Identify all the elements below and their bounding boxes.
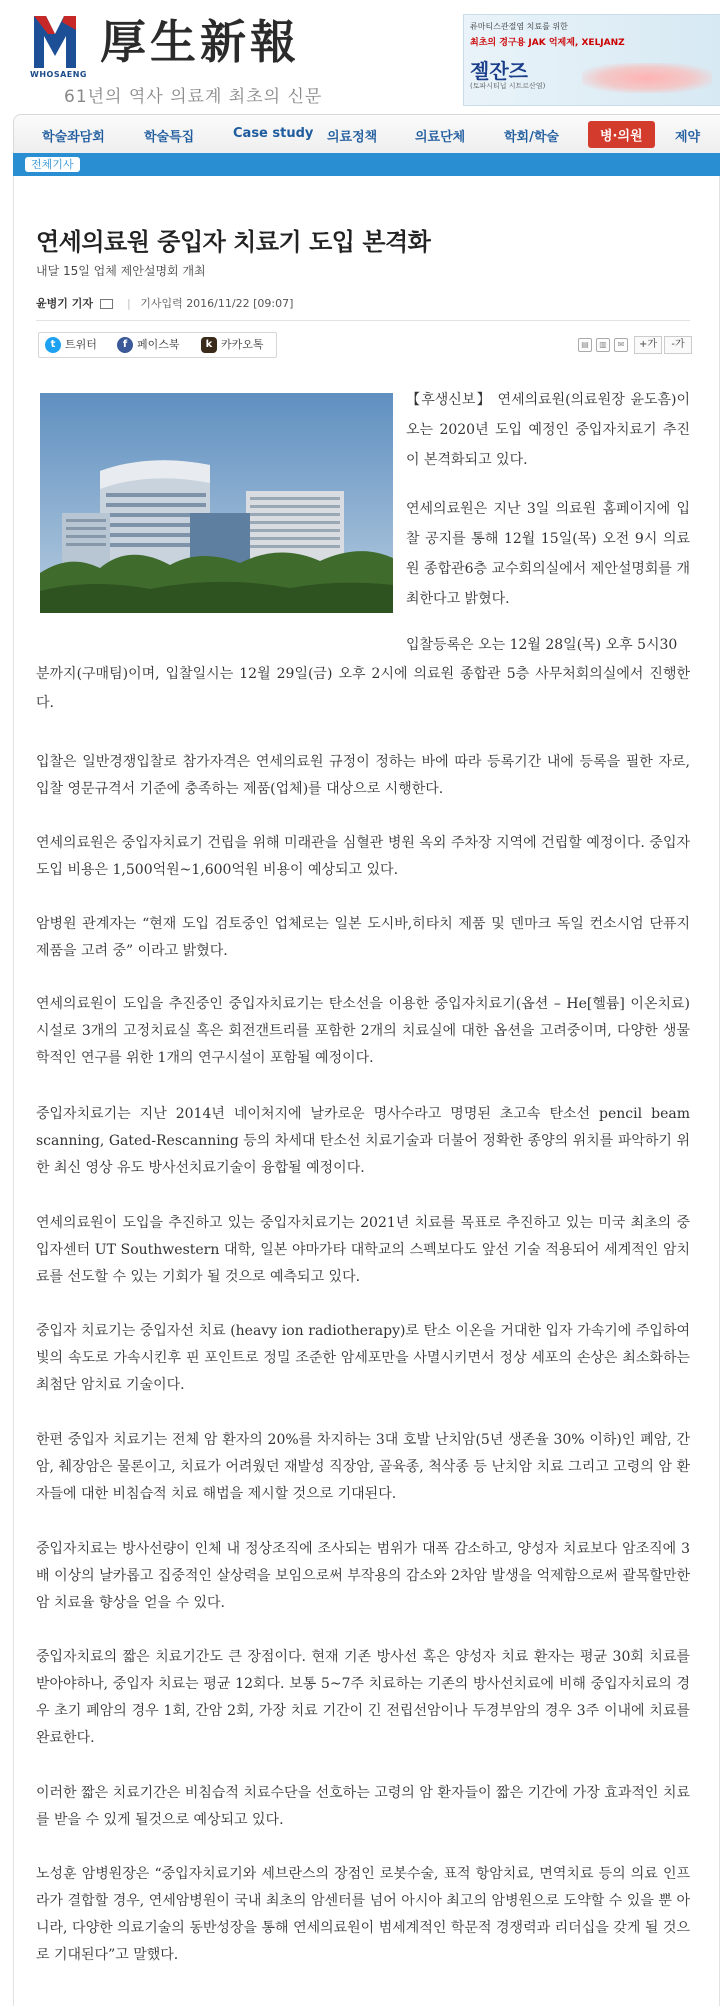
- article-photo: [40, 393, 393, 613]
- nav-item-hospital[interactable]: 병·의원: [588, 121, 655, 148]
- newspaper-logo-icon[interactable]: [32, 12, 78, 72]
- article-paragraph-14: 이러한 짧은 치료기간은 비침습적 치료수단을 선호하는 고령의 암 환자들이 짧은 기간에 가장 효과적인 치료를 받을 수 있게 될것으로 예상되고 있다.: [36, 1785, 690, 1828]
- logo-english-name: WHOSAENG: [30, 70, 87, 79]
- byline: [36, 295, 293, 311]
- font-decrease-button[interactable]: -가: [664, 336, 692, 354]
- article-paragraph-8: 중입자치료기는 지난 2014년 네이처지에 날카로운 명사수라고 명명된 초고속 탄소선 pencil beam scanning, Gated-Rescanning 등의 차세대 탄소선 치료기술과 더불어 정확한 종양의 위치를 파악하기 위한 최신 영상 유도 방사선치료기술이 융합될 예정이다.: [36, 1106, 690, 1176]
- article-paragraph-11: 한편 중입자 치료기는 전체 암 환자의 20%를 차지하는 3대 호발 난치암(5년 생존율 30% 이하)인 폐암, 간암, 췌장암은 물론이고, 치료가 어려웠던 재발성 직장암, 골육종, 척삭종 등 난치암 치료 그리고 고령의 암 환자들에 대한 비침습적 치료 해법을 제시할 것으로 기대된다.: [36, 1432, 690, 1502]
- nav-item-special[interactable]: 학술특집: [144, 130, 195, 145]
- nav-item-pharma[interactable]: 제약: [675, 130, 701, 145]
- nav-item-academic[interactable]: 학회/학술: [504, 130, 559, 145]
- twitter-icon: t: [45, 337, 61, 353]
- article-subheadline: 내달 15일 업체 제안설명회 개최: [36, 264, 206, 278]
- share-kakao-label: 카카오톡: [221, 338, 264, 351]
- article-paragraph-1: 【후생신보】 연세의료원(의료원장 윤도흠)이 오는 2020년 도입 예정인 중입자치료기 추진이 본격화되고 있다.: [406, 392, 690, 468]
- article-date: 기사입력 2016/11/22 [09:07]: [140, 297, 294, 310]
- article-paragraph-3-end: 분까지(구매팀)이며, 입찰일시는 12월 29일(금) 오후 2시에 의료원 종합관 5층 사무처회의실에서 진행한다.: [36, 666, 690, 711]
- article-paragraph-13: 중입자치료의 짧은 치료기간도 큰 장점이다. 현재 기존 방사선 혹은 양성자 치료 환자는 평균 30회 치료를 받아야하나, 중입자 치료는 평균 12회다. 보통 5~7주 치료하는 기존의 방사선치료에 비해 중입자치료의 경우 초기 폐암의 경우 1회, 간암 2회, 가장 치료 기간이 긴 전립선암이나 두경부암의 경우 3주 이내에 치료를 완료한다.: [36, 1649, 690, 1746]
- nav-item-case-study[interactable]: Case study: [233, 126, 314, 141]
- banner-ad[interactable]: [463, 14, 720, 106]
- facebook-icon: f: [117, 337, 133, 353]
- nav-item-organizations[interactable]: 의료단체: [415, 130, 466, 145]
- share-bar: [38, 332, 277, 358]
- save-icon[interactable]: ▥: [596, 338, 610, 352]
- article-paragraph-3-start: 입찰등록은 오는 12월 28일(목) 오후 5시30: [406, 637, 678, 653]
- mail-icon[interactable]: [100, 299, 113, 309]
- ad-line2: 최초의 경구용 JAK 억제제, XELJANZ: [470, 38, 625, 48]
- share-twitter-label: 트위터: [65, 338, 97, 351]
- email-icon[interactable]: ✉: [614, 338, 628, 352]
- newspaper-tagline: 61년의 역사 의료계 최초의 신문: [64, 87, 323, 107]
- kakao-icon: k: [201, 337, 217, 353]
- nav-item-symposium[interactable]: 학술좌담회: [42, 130, 105, 145]
- reporter-name[interactable]: 윤병기 기자: [36, 297, 93, 310]
- ad-graphic: [582, 63, 712, 93]
- article-paragraph-9: 연세의료원이 도입을 추진하고 있는 중입자치료기는 2021년 치료를 목표로 추진하고 있는 미국 최초의 중입자센터 UT Southwestern 대학, 일본 야마가타 대학교의 스펙보다도 앞선 기술 적용되어 세계적인 암치료를 선도할 수 있는 기회가 될 것으로 예측되고 있다.: [36, 1215, 690, 1285]
- ad-subtitle: (토파시티닙 시트르산염): [470, 82, 546, 90]
- divider: [36, 320, 690, 321]
- article-paragraph-5: 연세의료원은 중입자치료기 건립을 위해 미래관을 심혈관 병원 옥외 주차장 지역에 건립할 예정이다. 중입자 도입 비용은 1,500억원~1,600억원 비용이 예상되고 있다.: [36, 835, 690, 878]
- article-paragraph-2: 연세의료원은 지난 3일 의료원 홈페이지에 입찰 공지를 통해 12월 15일(목) 오전 9시 의료원 종합관6층 교수회의실에서 제안설명회를 개최한다고 밝혔다.: [406, 501, 690, 607]
- article-paragraph-12: 중입자치료는 방사선량이 인체 내 정상조직에 조사되는 범위가 대폭 감소하고, 양성자 치료보다 암조직에 3배 이상의 날카롭고 집중적인 살상력을 보임으로써 부작용의 감소와 2차암 발생을 억제함으로써 괄목할만한 암 치료율 향상을 얻을 수 있다.: [36, 1541, 690, 1611]
- nav-item-policy[interactable]: 의료정책: [327, 130, 378, 145]
- article-headline: 연세의료원 중입자 치료기 도입 본격화: [36, 228, 431, 256]
- hospital-building-image: [40, 393, 393, 613]
- byline-separator: |: [126, 297, 131, 310]
- share-twitter-button[interactable]: [45, 336, 97, 353]
- article-paragraph-7: 연세의료원이 도입을 추진중인 중입자치료기는 탄소선을 이용한 중입자치료기(옵션 – He[헬륨] 이온치료)시설로 3개의 고정치료실 혹은 회전갠트리를 포함한 2개의 치료실에 대한 옵션을 고려중이며, 다양한 생물학적인 연구를 위한 1개의 연구시설이 포함될 예정이다.: [36, 996, 690, 1066]
- ad-brand: 젤잔즈: [470, 59, 528, 83]
- all-articles-tag[interactable]: 전체기사: [25, 157, 80, 172]
- main-nav: [13, 114, 720, 154]
- article-paragraph-15: 노성훈 암병원장은 “중입자치료기와 세브란스의 장점인 로봇수술, 표적 항암치료, 면역치료 등의 의료 인프라가 결합할 경우, 연세암병원이 국내 최초의 암센터를 넘어 아시아 최고의 암병원으로 도약할 수 있을 뿐 아니라, 다양한 의료기술의 동반성장을 통해 연세의료원이 범세계적인 학문적 경쟁력과 리더십을 갖게 될 것으로 기대된다”고 말했다.: [36, 1866, 690, 1963]
- site-header: [0, 0, 720, 110]
- print-icon[interactable]: ▤: [578, 338, 592, 352]
- newspaper-title[interactable]: 厚生新報: [100, 15, 300, 69]
- article-paragraph-4: 입찰은 일반경쟁입찰로 참가자격은 연세의료원 규정이 정하는 바에 따라 등록기간 내에 등록을 필한 자로, 입찰 영문규격서 기준에 충족하는 제품(업체)를 대상으로 시행한다.: [36, 754, 690, 797]
- share-facebook-label: 페이스북: [137, 338, 180, 351]
- share-facebook-button[interactable]: [117, 336, 180, 353]
- ad-line1: 류마티스관절염 치료를 위한: [470, 22, 568, 31]
- article-paragraph-6: 암병원 관계자는 “현재 도입 검토중인 업체로는 일본 도시바,히타치 제품 및 덴마크 독일 컨소시엄 단퓨지 제품을 고려 중” 이라고 밝혔다.: [36, 916, 690, 959]
- article-paragraph-10: 중입자 치료기는 중입자선 치료 (heavy ion radiotherapy)로 탄소 이온을 거대한 입자 가속기에 주입하여 빛의 속도로 가속시킨후 핀 포인트로 정밀 조준한 암세포만을 사멸시키면서 정상 세포의 손상은 최소화하는 최첨단 암치료 기술이다.: [36, 1323, 690, 1393]
- share-kakao-button[interactable]: [201, 336, 264, 353]
- font-increase-button[interactable]: +가: [634, 336, 662, 354]
- sub-nav: [13, 153, 720, 176]
